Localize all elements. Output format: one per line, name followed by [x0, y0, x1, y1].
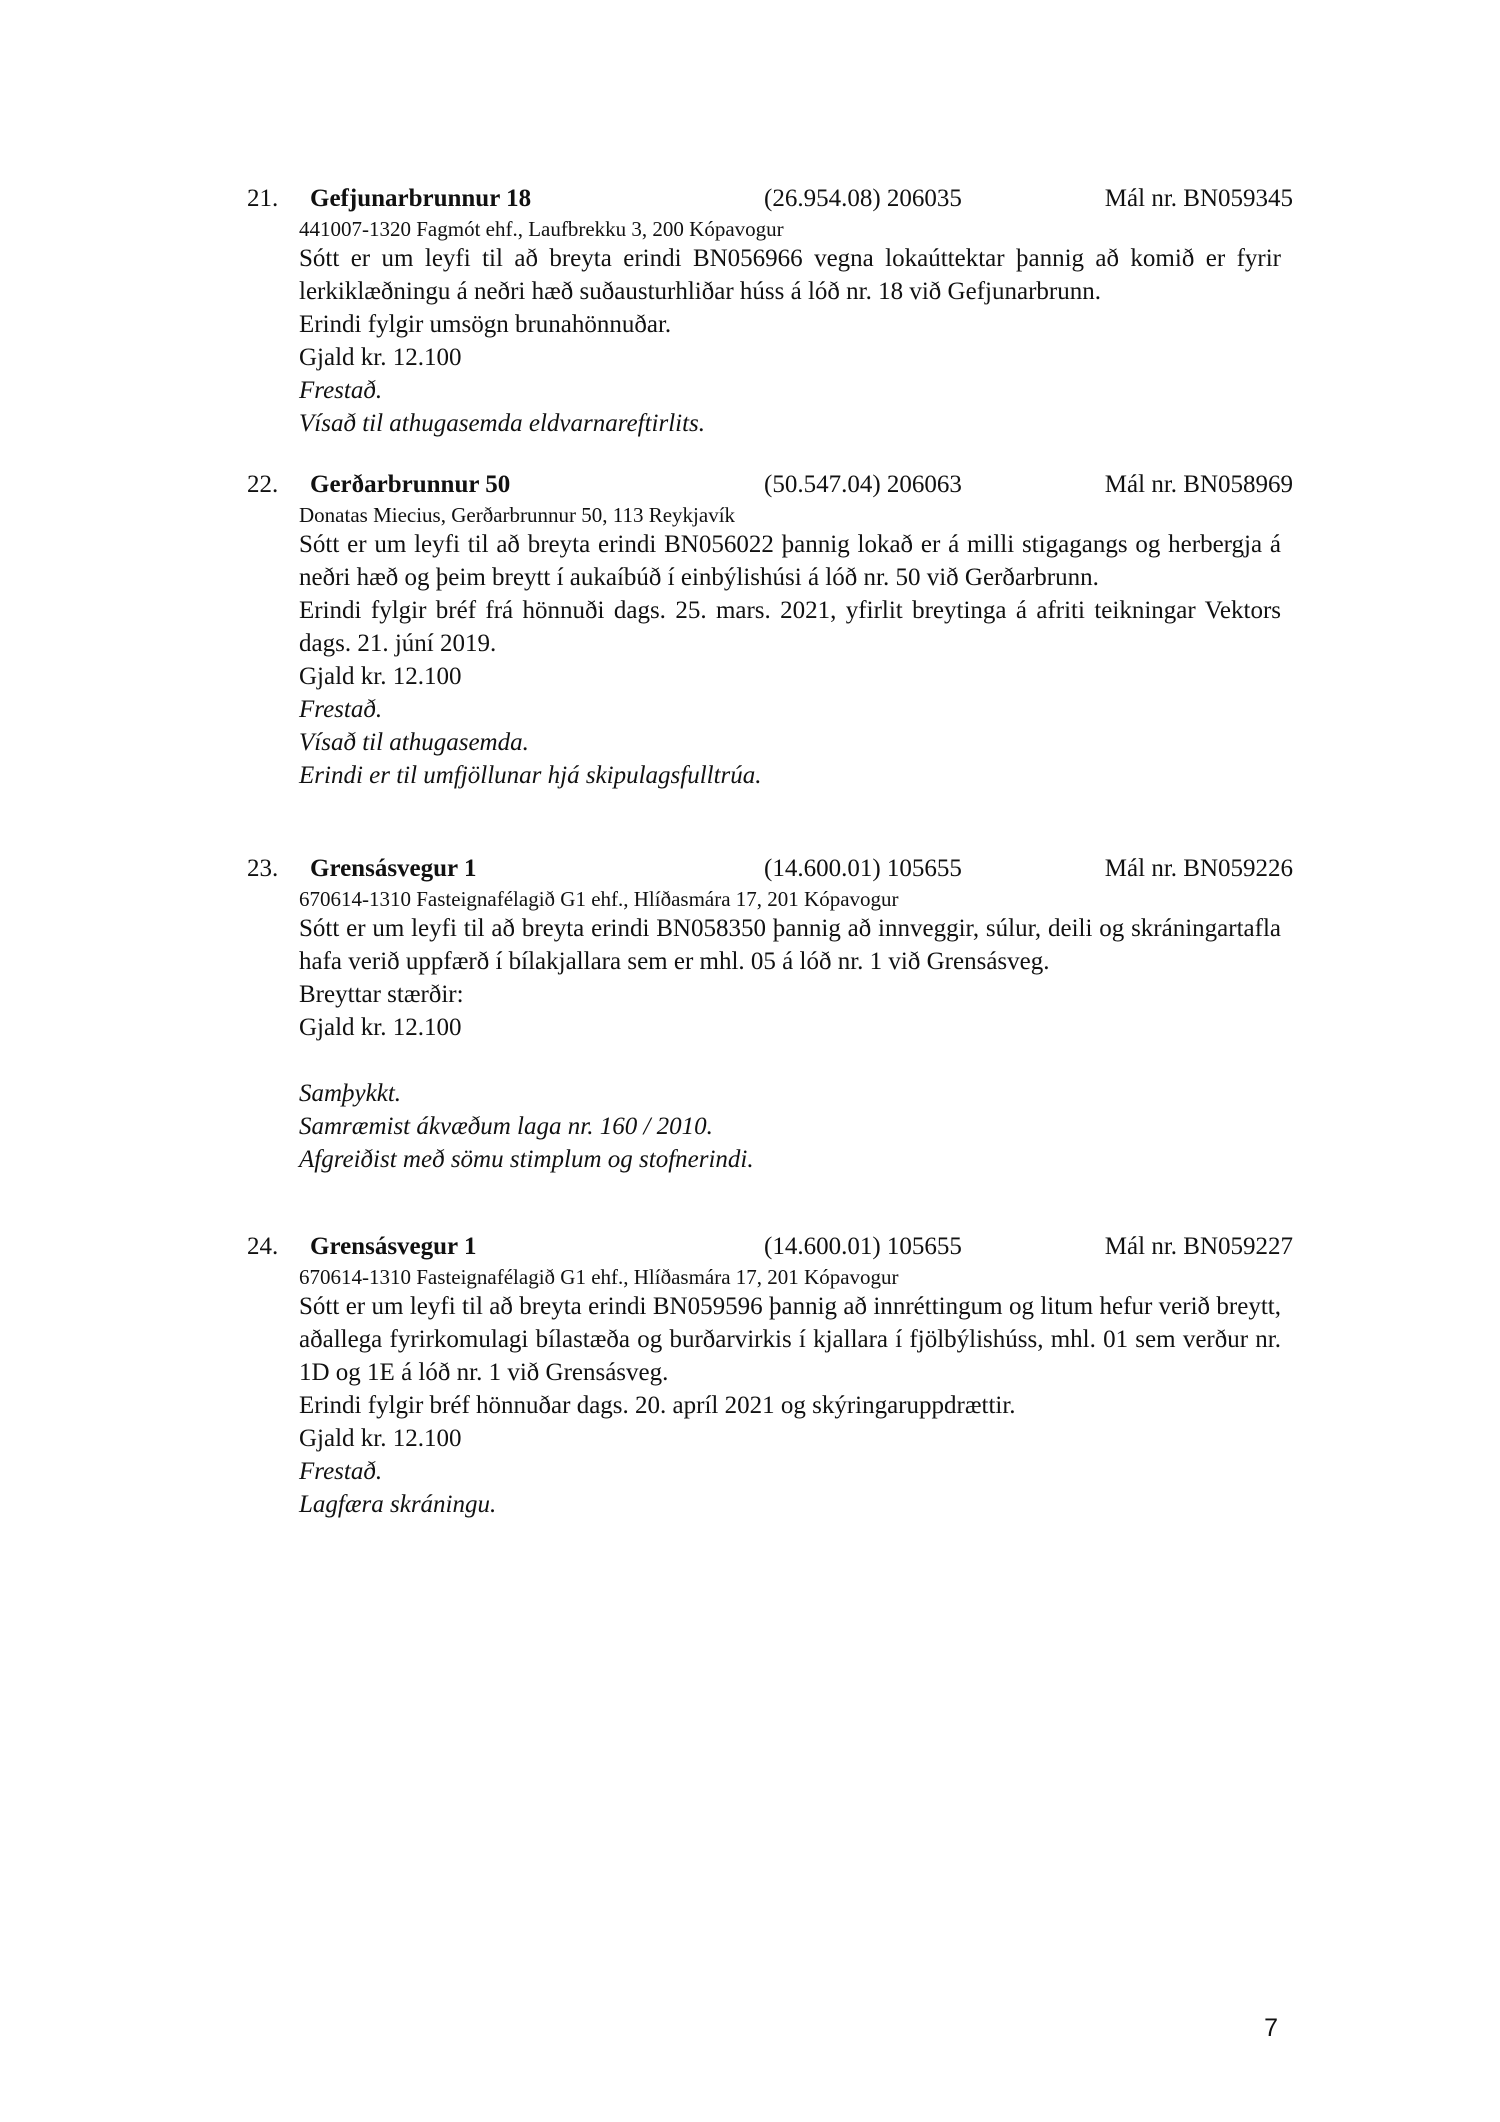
decision-note: Vísað til athugasemda.: [299, 729, 529, 756]
case-address: Grensásvegur 1: [310, 1233, 477, 1260]
case-header: [0, 852, 1500, 886]
case-number: 23.: [247, 855, 279, 882]
attachment-note: Erindi fylgir bréf hönnuðar dags. 20. apríl 2021 og skýringaruppdrættir.: [299, 1392, 1016, 1419]
case-id: Mál nr. BN058969: [1104, 471, 1293, 498]
decision: Frestað.: [299, 696, 383, 723]
case-body: [299, 216, 1281, 440]
decision-note: Samræmist ákvæðum laga nr. 160 / 2010.: [299, 1113, 713, 1140]
case-header: [0, 182, 1500, 216]
land-reference: (14.600.01) 105655: [764, 855, 962, 882]
case-item-23: [0, 852, 1500, 1173]
land-reference: (50.547.04) 206063: [764, 471, 962, 498]
attachment-note: Erindi fylgir bréf frá hönnuði dags. 25. mars. 2021, yfirlit breytinga á afriti teikningar Vektors dags. 21. júní 2019.: [299, 597, 1281, 657]
description: Sótt er um leyfi til að breyta erindi BN056022 þannig lokað er á milli stigagangs og herbergja á neðri hæð og þeim breytt í aukaíbúð í einbýlishúsi á lóð nr. 50 við Gerðarbrunn.: [299, 531, 1281, 591]
case-number: 24.: [247, 1233, 279, 1260]
case-body: [299, 886, 1281, 1176]
case-body: [299, 502, 1281, 792]
land-reference: (26.954.08) 206035: [764, 185, 962, 212]
case-number: 21.: [247, 185, 279, 212]
case-address: Gerðarbrunnur 50: [310, 471, 511, 498]
case-id: Mál nr. BN059226: [1104, 855, 1293, 882]
fee: Gjald kr. 12.100: [299, 1014, 462, 1041]
case-header: [0, 1230, 1500, 1264]
applicant: Donatas Miecius, Gerðarbrunnur 50, 113 Reykjavík: [299, 503, 736, 527]
case-address: Grensásvegur 1: [310, 855, 477, 882]
description: Sótt er um leyfi til að breyta erindi BN056966 vegna lokaúttektar þannig að komið er fyrir lerkiklæðningu á neðri hæð suðausturhliðar húss á lóð nr. 18 við Gefjunarbrunn.: [299, 245, 1281, 305]
attachment-note: Erindi fylgir umsögn brunahönnuðar.: [299, 311, 672, 338]
land-reference: (14.600.01) 105655: [764, 1233, 962, 1260]
fee: Gjald kr. 12.100: [299, 1425, 462, 1452]
decision: Frestað.: [299, 1458, 383, 1485]
spacer: [299, 1044, 1281, 1077]
decision: Frestað.: [299, 377, 383, 404]
page-number: 7: [1264, 2014, 1278, 2042]
description: Sótt er um leyfi til að breyta erindi BN059596 þannig að innréttingum og litum hefur verið breytt, aðallega fyrirkomulagi bílastæða og burðarvirkis í kjallara í fjölbýlishúss, mhl. 01 sem verður nr. 1D og 1E á lóð nr. 1 við Grensásveg.: [299, 1293, 1281, 1386]
case-id: Mál nr. BN059227: [1104, 1233, 1293, 1260]
decision-note: Erindi er til umfjöllunar hjá skipulagsfulltrúa.: [299, 762, 762, 789]
decision-note: Afgreiðist með sömu stimplum og stofnerindi.: [299, 1146, 754, 1173]
description: Sótt er um leyfi til að breyta erindi BN058350 þannig að innveggir, súlur, deili og skráningartafla hafa verið uppfærð í bílakjallara sem er mhl. 05 á lóð nr. 1 við Grensásveg.: [299, 915, 1281, 975]
case-id: Mál nr. BN059345: [1104, 185, 1293, 212]
case-address: Gefjunarbrunnur 18: [310, 185, 532, 212]
size-changes-note: Breyttar stærðir:: [299, 981, 464, 1008]
case-item-22: [0, 468, 1500, 789]
applicant: 441007-1320 Fagmót ehf., Laufbrekku 3, 200 Kópavogur: [299, 217, 784, 241]
fee: Gjald kr. 12.100: [299, 663, 462, 690]
case-header: [0, 468, 1500, 502]
fee: Gjald kr. 12.100: [299, 344, 462, 371]
case-number: 22.: [247, 471, 279, 498]
case-item-21: [0, 182, 1500, 437]
decision: Samþykkt.: [299, 1080, 402, 1107]
applicant: 670614-1310 Fasteignafélagið G1 ehf., Hlíðasmára 17, 201 Kópavogur: [299, 887, 899, 911]
applicant: 670614-1310 Fasteignafélagið G1 ehf., Hlíðasmára 17, 201 Kópavogur: [299, 1265, 899, 1289]
decision-note: Lagfæra skráningu.: [299, 1491, 497, 1518]
case-item-24: [0, 1230, 1500, 1518]
decision-note: Vísað til athugasemda eldvarnareftirlits.: [299, 410, 706, 437]
case-body: [299, 1264, 1281, 1521]
